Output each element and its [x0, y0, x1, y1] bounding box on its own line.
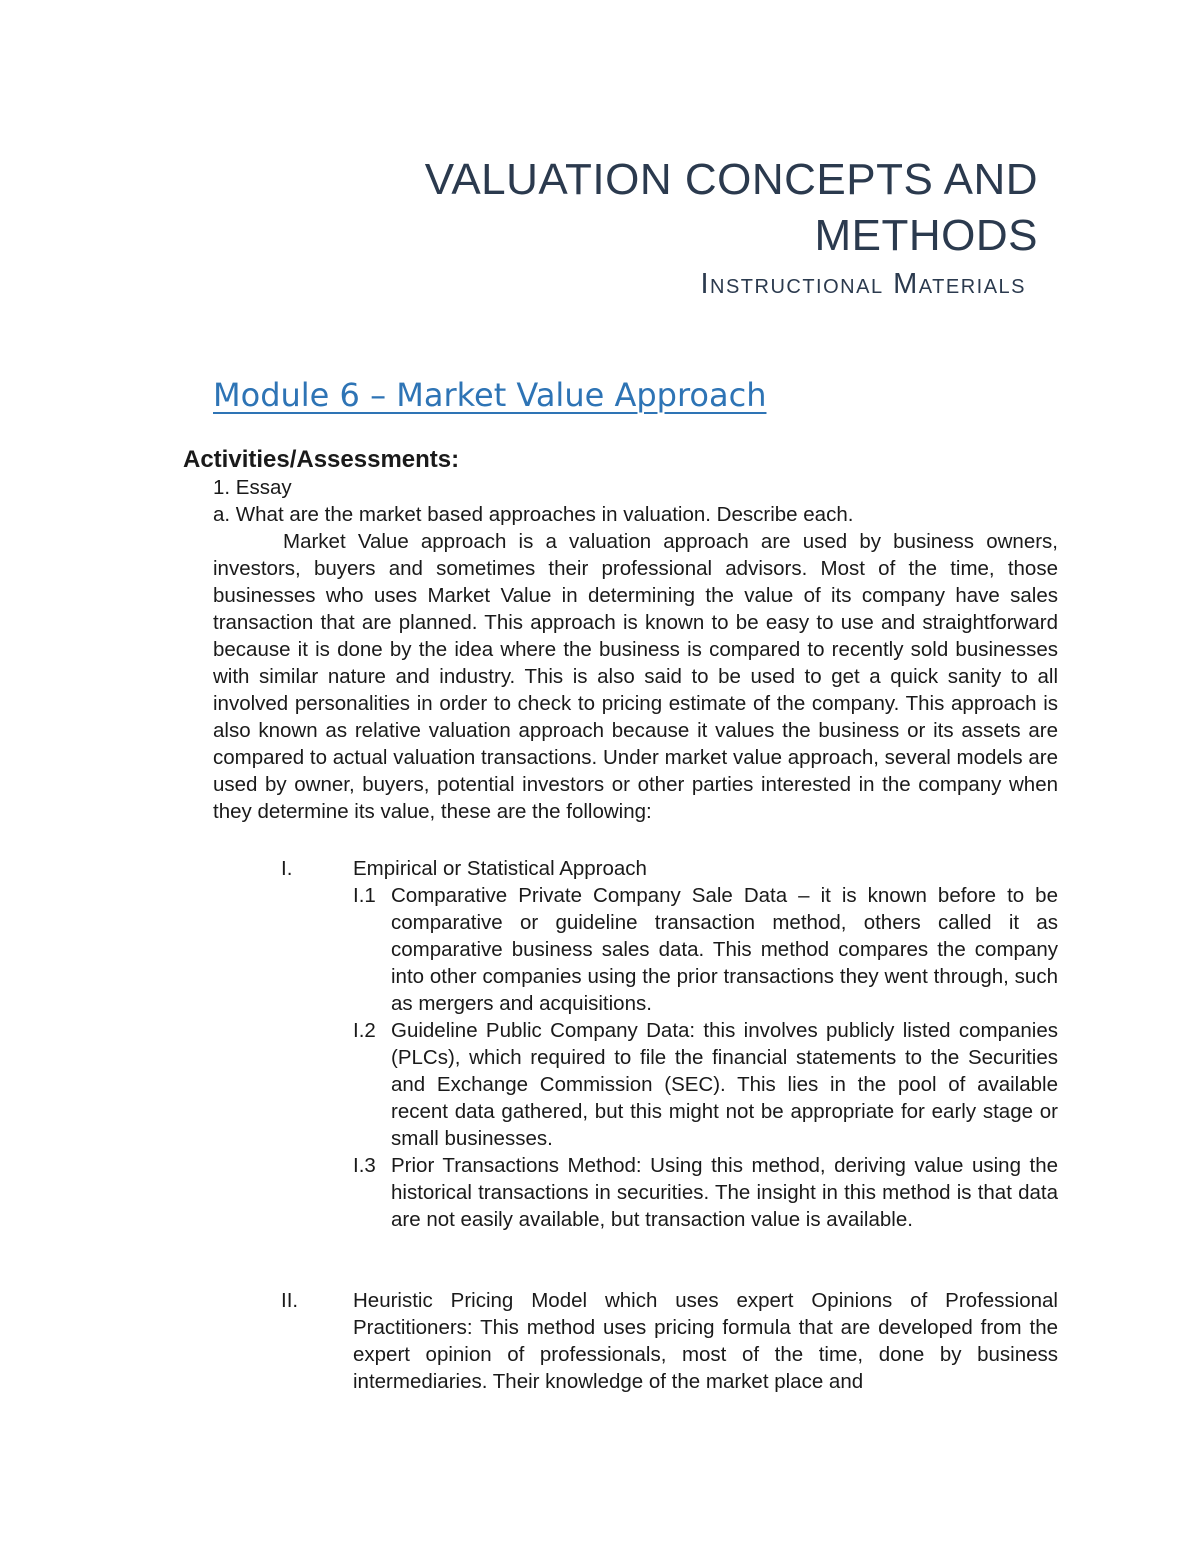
document-title-line-1: VALUATION CONCEPTS AND: [424, 155, 1038, 204]
sub-item-text: Comparative Private Company Sale Data – it is known before to be comparative or guideline transaction method, others called it as comparative business sales data. This method compares the company into other companies using the prior transactions they went through, such as mergers and acquisitions.: [391, 884, 1058, 1015]
sub-item-number: I.1: [353, 884, 376, 907]
module-heading: Module 6 – Market Value Approach: [213, 376, 767, 414]
sub-item-number: I.2: [353, 1019, 376, 1042]
sub-item-text: Prior Transactions Method: Using this method, deriving value using the historical transactions in securities. The insight in this method is that data are not easily available, but transaction value is available.: [391, 1154, 1058, 1231]
essay-label: 1. Essay: [213, 476, 292, 499]
sub-item-number: I.3: [353, 1154, 376, 1177]
list-item-text: Empirical or Statistical Approach: [353, 857, 647, 880]
list-item-number: II.: [281, 1289, 299, 1312]
document-subtitle: Instructional Materials: [700, 268, 1026, 300]
list-item-text: Heuristic Pricing Model which uses expert Opinions of Professional Practitioners: This method uses pricing formula that are developed from the expert opinion of professionals, most of the time, done by business intermediaries. Their knowledge of the market place and: [353, 1289, 1058, 1393]
sub-item-text: Guideline Public Company Data: this involves publicly listed companies (PLCs), which required to file the financial statements to the Securities and Exchange Commission (SEC). This lies in the pool of available recent data gathered, but this might not be appropriate for early stage or small businesses.: [391, 1019, 1058, 1150]
activities-heading: Activities/Assessments:: [183, 446, 460, 473]
essay-question: a. What are the market based approaches in valuation. Describe each.: [213, 503, 854, 526]
list-item-number: I.: [281, 857, 293, 880]
document-title-block: [425, 152, 1038, 301]
essay-answer-paragraph: Market Value approach is a valuation approach are used by business owners, investors, buyers and sometimes their professional advisors. Most of the time, those businesses who uses Market Value in determining the value of its company have sales transaction that are planned. This approach is known to be easy to use and straightforward because it is done by the idea where the business is compared to recently sold businesses with similar nature and industry. This is also said to be used to get a quick sanity to all involved personalities in order to check to pricing estimate of the company. This approach is also known as relative valuation approach because it values the business or its assets are compared to actual valuation transactions. Under market value approach, several models are used by owner, buyers, potential investors or other parties interested in the company when they determine its value, these are the following:: [213, 530, 1058, 823]
document-title-line-2: METHODS: [814, 211, 1038, 260]
